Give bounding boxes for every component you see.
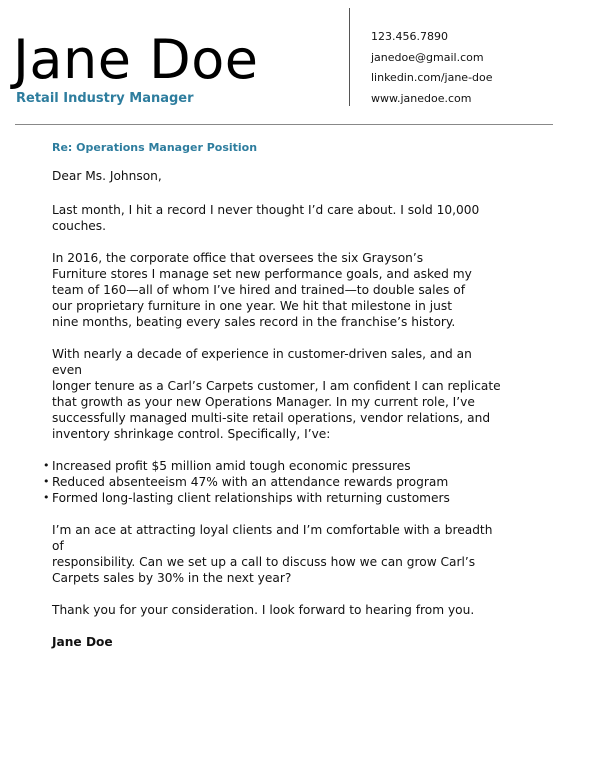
job-title: Retail Industry Manager bbox=[16, 91, 194, 106]
salutation: Dear Ms. Johnson, bbox=[52, 169, 162, 183]
list-item: • Increased profit $5 million amid tough economic pressures bbox=[43, 459, 411, 473]
bullet-icon: • bbox=[43, 475, 50, 488]
applicant-name: Jane Doe bbox=[13, 28, 259, 91]
paragraph-4: I’m an ace at attracting loyal clients and I’m comfortable with a breadth of responsibility. Can we set up a call to discuss how we can grow Carl’s Carpets sales by 30% in the next year? bbox=[52, 523, 493, 585]
contact-phone: 123.456.7890 bbox=[371, 30, 448, 43]
paragraph-1: Last month, I hit a record I never thought I’d care about. I sold 10,000 couches. bbox=[52, 203, 480, 233]
paragraph-2: In 2016, the corporate office that oversees the six Grayson’s Furniture stores I manage set new performance goals, and asked my team of 160—all of whom I’ve hired and trained—to double sales of our proprietary furniture in one year. We hit that milestone in just nine months, beating every sales record in the franchise’s history. bbox=[52, 251, 472, 329]
bullet-icon: • bbox=[43, 491, 50, 504]
bullet-icon: • bbox=[43, 459, 50, 472]
header-rule bbox=[15, 124, 553, 125]
list-item: • Formed long-lasting client relationships with returning customers bbox=[43, 491, 450, 505]
header-divider bbox=[349, 8, 350, 106]
paragraph-3: With nearly a decade of experience in customer-driven sales, and an even longer tenure as a Carl’s Carpets customer, I am confident I can replicate that growth as your new Operations Manager. In my current role, I’ve successfully managed multi-site retail operations, vendor relations, and inventory shrinkage control. Specifically, I’ve: bbox=[52, 347, 501, 441]
letter-body bbox=[43, 140, 502, 650]
subject-line: Re: Operations Manager Position bbox=[52, 141, 258, 154]
contact-email: janedoe@gmail.com bbox=[371, 50, 484, 64]
contact-linkedin: linkedin.com/jane-doe bbox=[371, 71, 493, 84]
signature: Jane Doe bbox=[52, 635, 113, 649]
contact-website: www.janedoe.com bbox=[371, 91, 472, 105]
list-item: • Reduced absenteeism 47% with an attendance rewards program bbox=[43, 475, 449, 489]
paragraph-5: Thank you for your consideration. I look forward to hearing from you. bbox=[52, 603, 475, 617]
contact-block bbox=[371, 27, 493, 109]
achievement-list bbox=[43, 458, 502, 506]
